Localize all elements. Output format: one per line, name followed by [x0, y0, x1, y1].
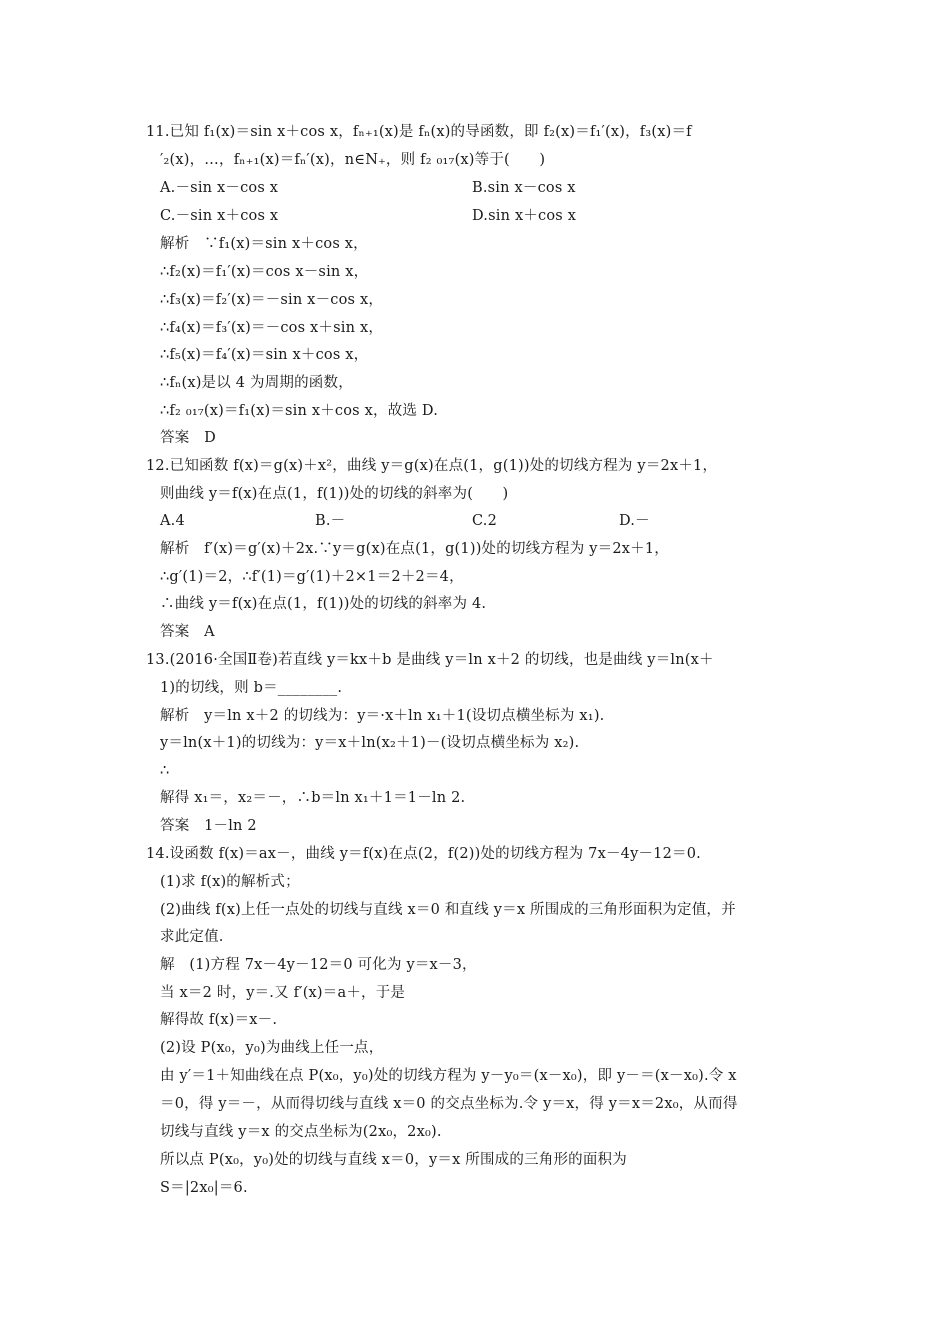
- q13-stem-line1: 13.(2016·全国Ⅱ卷)若直线 y＝kx＋b 是曲线 y＝ln x＋2 的切线，也是曲线 y＝ln(x＋: [146, 652, 714, 668]
- q11-analysis-line4: ∴f₄(x)＝f₃′(x)＝－cos x＋sin x，: [160, 320, 384, 336]
- q12-option-b: B.－: [315, 513, 346, 529]
- q14-part2-line2: 求此定值.: [160, 929, 224, 945]
- q12-stem-line2: 则曲线 y＝f(x)在点(1，f(1))处的切线的斜率为( ): [160, 486, 509, 502]
- q12-analysis-line3: ∴曲线 y＝f(x)在点(1，f(1))处的切线的斜率为 4.: [160, 596, 487, 612]
- q11-analysis-line2: ∴f₂(x)＝f₁′(x)＝cos x－sin x，: [160, 264, 369, 280]
- q14-part1: (1)求 f(x)的解析式；: [160, 874, 300, 890]
- q14-solution-line8: 所以点 P(x₀，y₀)处的切线与直线 x＝0，y＝x 所围成的三角形的面积为: [160, 1152, 627, 1168]
- q14-solution-line2: 当 x＝2 时，y＝.又 f′(x)＝a＋，于是: [160, 985, 406, 1001]
- q12-option-a: A.4: [160, 513, 185, 529]
- q14-solution-line3: 解得故 f(x)＝x－.: [160, 1012, 278, 1028]
- q11-option-d: D.sin x＋cos x: [472, 208, 577, 224]
- q13-analysis-line1: 解析 y＝ln x＋2 的切线为：y＝·x＋ln x₁＋1(设切点横坐标为 x₁).: [160, 708, 605, 724]
- q12-stem-line1: 12.已知函数 f(x)＝g(x)＋x²，曲线 y＝g(x)在点(1，g(1))处的切线方程为 y＝2x＋1，: [146, 458, 718, 474]
- q11-analysis-line1: 解析 ∵f₁(x)＝sin x＋cos x，: [160, 236, 368, 252]
- q14-solution-line9: S＝|2x₀|＝6.: [160, 1180, 248, 1196]
- q14-solution-line4: (2)设 P(x₀，y₀)为曲线上任一点，: [160, 1040, 384, 1056]
- q13-answer: 答案 1－ln 2: [160, 818, 257, 834]
- q12-option-d: D.－: [619, 513, 650, 529]
- q12-analysis-line1: 解析 f′(x)＝g′(x)＋2x.∵y＝g(x)在点(1，g(1))处的切线方程为 y＝2x＋1，: [160, 541, 669, 557]
- q13-stem-line2: 1)的切线，则 b＝________.: [160, 680, 343, 696]
- q11-analysis-line5: ∴f₅(x)＝f₄′(x)＝sin x＋cos x，: [160, 347, 369, 363]
- q12-answer: 答案 A: [160, 624, 215, 640]
- q11-stem-line2: ′₂(x)，…，fₙ₊₁(x)＝fₙ′(x)，n∈N₊，则 f₂ ₀₁₇(x)等于( ): [160, 152, 546, 168]
- q14-part2-line1: (2)曲线 f(x)上任一点处的切线与直线 x＝0 和直线 y＝x 所围成的三角形面积为定值，并: [160, 902, 736, 918]
- q11-analysis-line6: ∴fₙ(x)是以 4 为周期的函数，: [160, 375, 353, 391]
- q11-option-b: B.sin x－cos x: [472, 180, 576, 196]
- q11-option-c: C.－sin x＋cos x: [160, 208, 279, 224]
- q11-stem-line1: 11.已知 f₁(x)＝sin x＋cos x，fₙ₊₁(x)是 fₙ(x)的导函数，即 f₂(x)＝f₁′(x)，f₃(x)＝f: [146, 124, 692, 140]
- q14-solution-line7: 切线与直线 y＝x 的交点坐标为(2x₀，2x₀).: [160, 1124, 442, 1140]
- q11-analysis-line7: ∴f₂ ₀₁₇(x)＝f₁(x)＝sin x＋cos x，故选 D.: [160, 403, 439, 419]
- q13-analysis-line2: y＝ln(x＋1)的切线为：y＝x＋ln(x₂＋1)－(设切点横坐标为 x₂).: [160, 735, 580, 751]
- q14-solution-line5: 由 y′＝1＋知曲线在点 P(x₀，y₀)处的切线方程为 y－y₀＝(x－x₀)，即 y－＝(x－x₀).令 x: [160, 1068, 737, 1084]
- q13-analysis-therefore: ∴: [160, 763, 170, 779]
- q14-stem-line1: 14.设函数 f(x)＝ax－，曲线 y＝f(x)在点(2，f(2))处的切线方程为 7x－4y－12＝0.: [146, 846, 701, 862]
- q12-analysis-line2: ∴g′(1)＝2，∴f′(1)＝g′(1)＋2×1＝2＋2＝4，: [160, 569, 464, 585]
- q14-solution-line1: 解 (1)方程 7x－4y－12＝0 可化为 y＝x－3，: [160, 957, 477, 973]
- q11-answer: 答案 D: [160, 430, 216, 446]
- q13-analysis-solve: 解得 x₁＝，x₂＝－，∴b＝ln x₁＋1＝1－ln 2.: [160, 790, 466, 806]
- q11-option-a: A.－sin x－cos x: [160, 180, 279, 196]
- q12-option-c: C.2: [472, 513, 498, 529]
- q14-solution-line6: ＝0，得 y＝－，从而得切线与直线 x＝0 的交点坐标为.令 y＝x，得 y＝x＝2x₀，从而得: [160, 1096, 738, 1112]
- q11-analysis-line3: ∴f₃(x)＝f₂′(x)＝－sin x－cos x，: [160, 292, 384, 308]
